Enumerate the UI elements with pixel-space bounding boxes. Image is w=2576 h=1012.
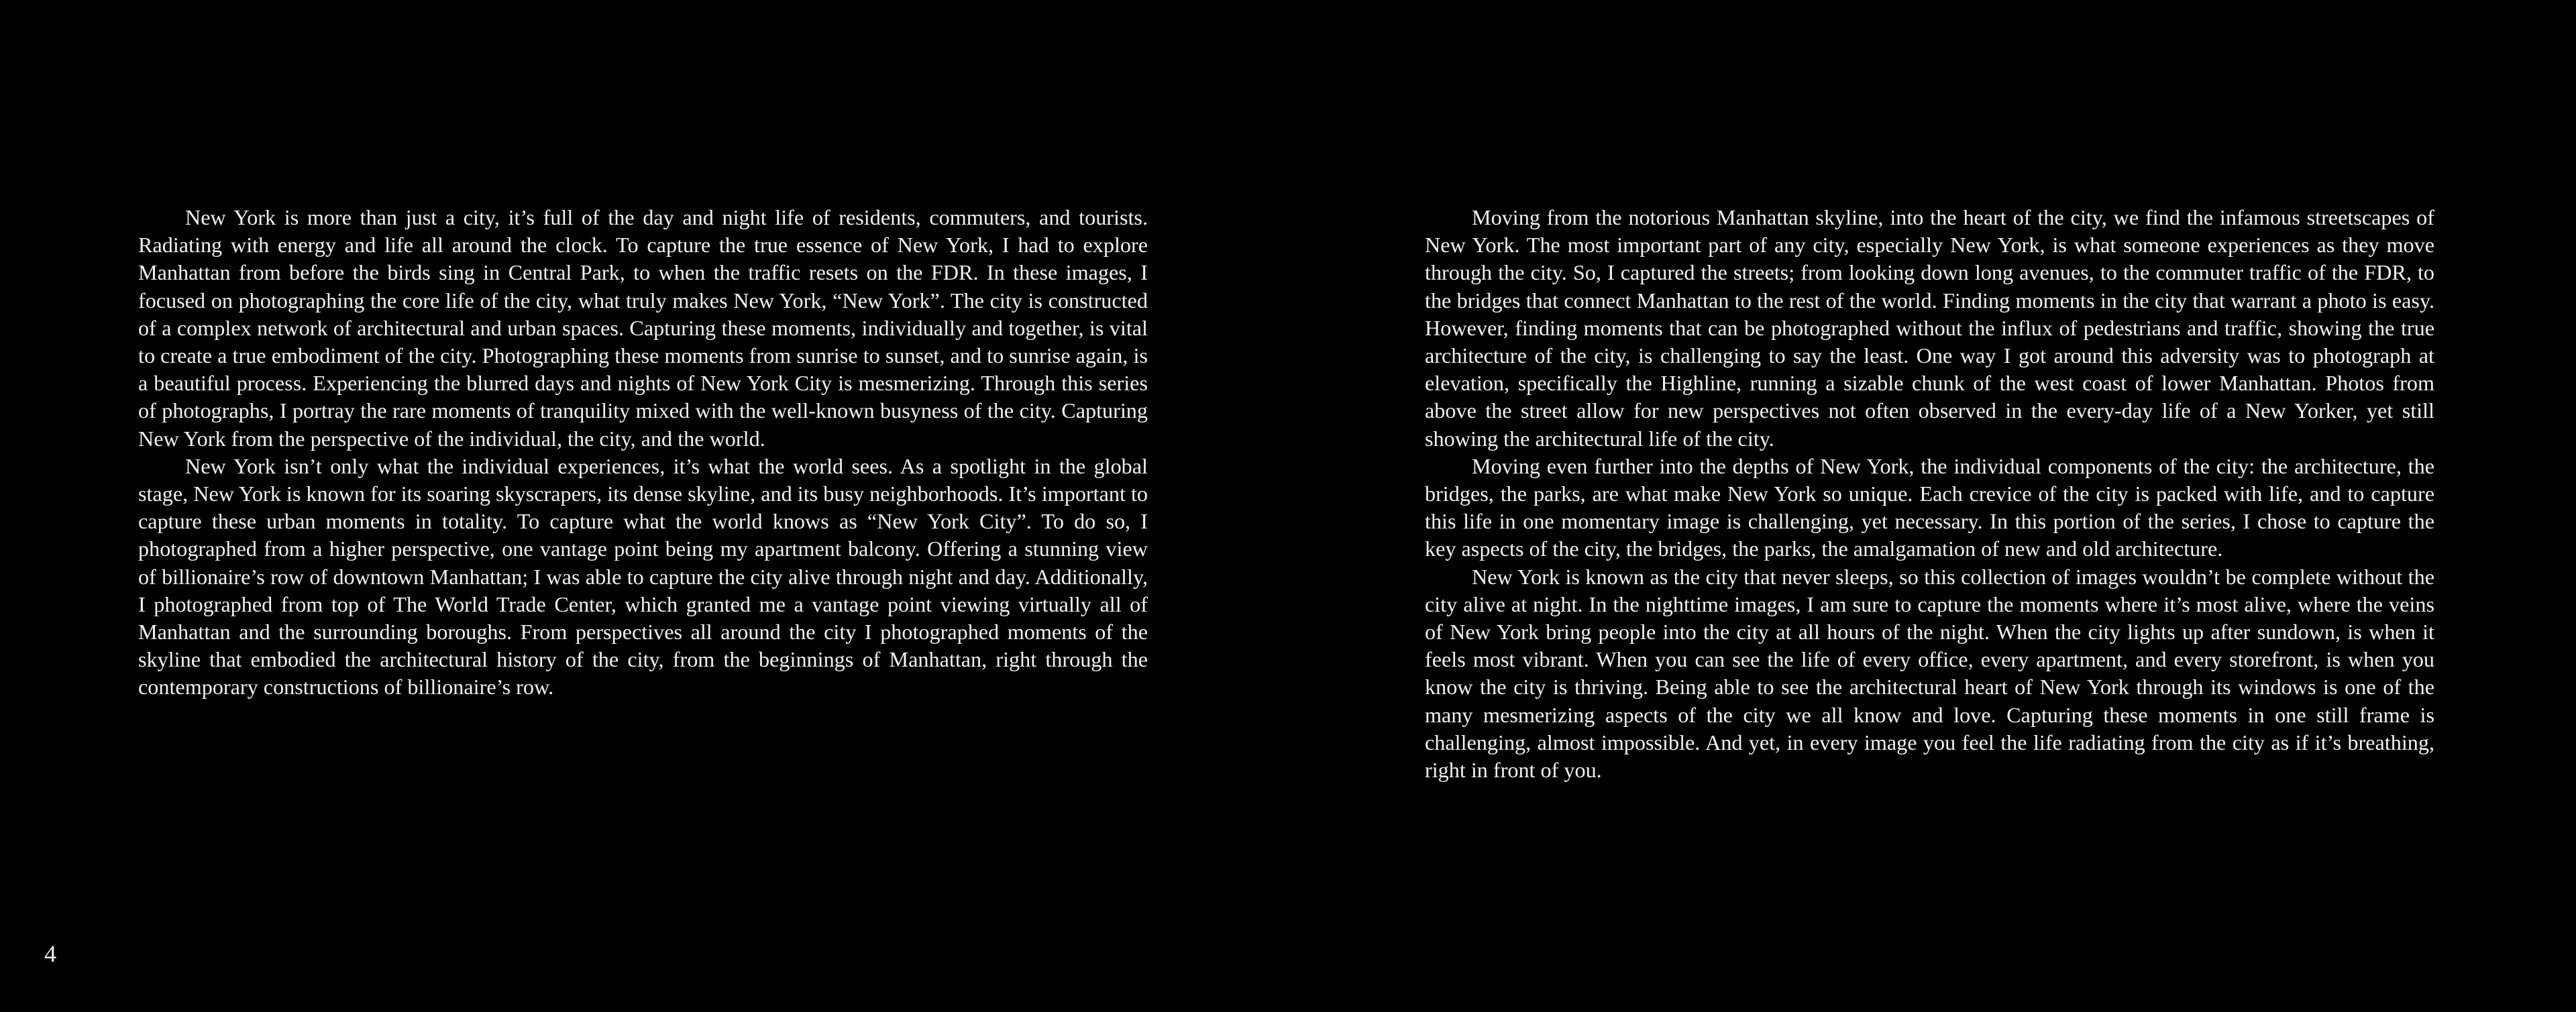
right-page-text bbox=[1425, 204, 2434, 784]
right-paragraph-1: Moving from the notorious Manhattan skyline, into the heart of the city, we find the infamous streetscapes of New York. The most important part of any city, especially New York, is what someone experiences as they move through the city. So, I captured the streets; from looking down long avenues, to the commuter traffic of the FDR, to the bridges that connect Manhattan to the rest of the world. Finding moments in the city that warrant a photo is easy. However, finding moments that can be photographed without the influx of pedestrians and traffic, showing the true architecture of the city, is challenging to say the least. One way I got around this adversity was to photograph at elevation, specifically the Highline, running a sizable chunk of the west coast of lower Manhattan. Photos from above the street allow for new perspectives not often observed in the every-day life of a New Yorker, yet still showing the architectural life of the city. bbox=[1425, 205, 2434, 451]
left-paragraph-1: New York is more than just a city, it’s full of the day and night life of residents, commuters, and tourists. Radiating with energy and life all around the clock. To capture the true essence of New York, I had to explore Manhattan from before the birds sing in Central Park, to when the traffic resets on the FDR. In these images, I focused on photographing the core life of the city, what truly makes New York, “New York”. The city is constructed of a complex network of architectural and urban spaces. Capturing these moments, individually and together, is vital to create a true embodiment of the city. Photographing these moments from sunrise to sunset, and to sunrise again, is a beautiful process. Experiencing the blurred days and nights of New York City is mesmerizing. Through this series of photographs, I portray the rare moments of tranquility mixed with the well-known busyness of the city. Capturing New York from the perspective of the individual, the city, and the world. bbox=[138, 205, 1148, 451]
right-paragraph-2: Moving even further into the depths of New York, the individual components of the city: the architecture, the bridges, the parks, are what make New York so unique. Each crevice of the city is packed with life, and to capture this life in one momentary image is challenging, yet necessary. In this portion of the series, I chose to capture the key aspects of the city, the bridges, the parks, the amalgamation of new and old architecture. bbox=[1425, 453, 2434, 561]
left-page-text bbox=[138, 204, 1148, 701]
page-number: 4 bbox=[44, 940, 56, 967]
left-paragraph-2: New York isn’t only what the individual experiences, it’s what the world sees. As a spotlight in the global stage, New York is known for its soaring skyscrapers, its dense skyline, and its busy neighborhoods. It’s important to capture these urban moments in totality. To capture what the world knows as “New York City”. To do so, I photographed from a higher perspective, one vantage point being my apartment balcony. Offering a stunning view of billionaire’s row of downtown Manhattan; I was able to capture the city alive through night and day. Additionally, I photographed from top of The World Trade Center, which granted me a vantage point viewing virtually all of Manhattan and the surrounding boroughs. From perspectives all around the city I photographed moments of the skyline that embodied the architectural history of the city, from the beginnings of Manhattan, right through the contemporary constructions of billionaire’s row. bbox=[138, 453, 1148, 699]
right-paragraph-3: New York is known as the city that never sleeps, so this collection of images wouldn’t be complete without the city alive at night. In the nighttime images, I am sure to capture the moments where it’s most alive, where the veins of New York bring people into the city at all hours of the night. When the city lights up after sundown, is when it feels most vibrant. When you can see the life of every office, every apartment, and every storefront, is when you know the city is thriving. Being able to see the architectural heart of New York through its windows is one of the many mesmerizing aspects of the city we all know and love. Capturing these moments in one still frame is challenging, almost impossible. And yet, in every image you feel the life radiating from the city as if it’s breathing, right in front of you. bbox=[1425, 564, 2434, 783]
